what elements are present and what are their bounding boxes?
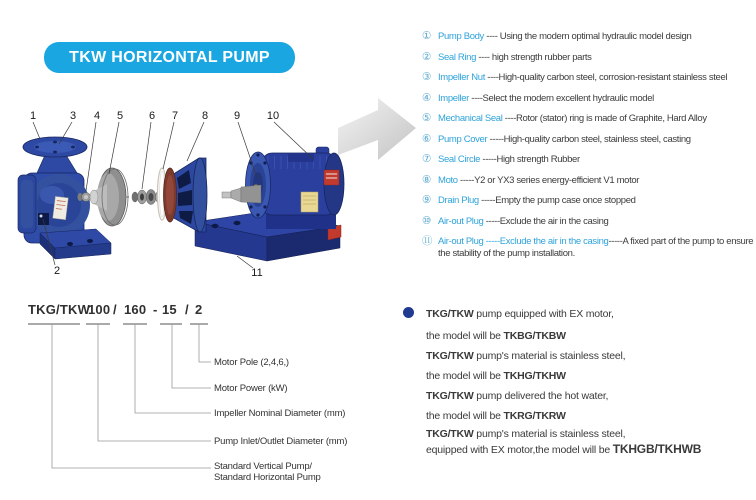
- part-name: Impeller: [438, 92, 469, 104]
- note-line: TKG/TKW pump delivered the hot water,: [426, 390, 609, 402]
- circled-number: ②: [422, 50, 432, 63]
- circled-number: ①: [422, 30, 432, 42]
- parts-list-item: [422, 72, 756, 84]
- shaft-shape: [222, 185, 261, 203]
- callout-number: 1: [29, 110, 37, 122]
- model-code-breakdown: [0, 295, 380, 500]
- page-title: TKW HORIZONTAL PUMP: [44, 42, 295, 73]
- part-description: -----Empty the pump case once stopped: [478, 195, 636, 206]
- parts-list-item: [422, 134, 756, 146]
- note-line: the model will be TKRG/TKRW: [426, 410, 566, 422]
- model-code-label: Standard Vertical Pump/: [214, 461, 312, 472]
- part-name: Impeller Nut: [438, 72, 486, 83]
- part-name: Moto: [438, 174, 458, 186]
- part-description: -----Exclude the air in the casing: [483, 215, 609, 227]
- part-name: Pump Cover: [438, 133, 488, 145]
- parts-list-item: [422, 154, 756, 166]
- model-variant-notes: [395, 300, 756, 500]
- callout-number: 9: [233, 110, 241, 122]
- parts-list-item: [422, 195, 756, 207]
- callout-number: 10: [266, 110, 280, 122]
- model-code-segment: TKG/TKW: [28, 302, 91, 317]
- note-line: TKG/TKW pump's material is stainless steel,: [426, 350, 626, 362]
- note-line: the model will be TKHG/TKHW: [426, 370, 566, 382]
- model-code-segment: 2: [195, 302, 203, 317]
- circled-number: ⑪: [422, 235, 433, 247]
- parts-list-item: [422, 236, 756, 259]
- part-description: ----Select the modern excellent hydraulic model: [469, 92, 654, 104]
- impeller-nut-shape: [78, 193, 91, 202]
- part-name: Air-out Plug -----Exclude the air in the casing: [438, 236, 609, 247]
- callout-number: 4: [93, 110, 101, 122]
- note-line: TKG/TKW pump's material is stainless steel,: [426, 428, 626, 440]
- parts-list-item: [422, 216, 756, 228]
- model-code-segment: 100: [88, 302, 111, 317]
- circled-number: ⑦: [422, 153, 432, 165]
- callout-number: 2: [53, 265, 61, 277]
- part-name: Seal Ring: [438, 51, 477, 63]
- circled-number: ⑨: [422, 194, 432, 206]
- circled-number: ③: [422, 71, 432, 83]
- circled-number: ⑤: [422, 112, 432, 124]
- part-description: -----A fixed part of the pump to ensure the stability of the pump installation.: [438, 236, 754, 259]
- callout-number: 7: [171, 110, 179, 122]
- part-description: ---- Using the modern optimal hydraulic model design: [483, 31, 692, 42]
- callout-number: 11: [251, 267, 263, 279]
- model-code-separator: -: [153, 302, 158, 317]
- circled-number: ④: [422, 91, 432, 104]
- part-name: Air-out Plug: [438, 215, 484, 227]
- callout-number: 5: [116, 110, 124, 122]
- part-description: -----Y2 or YX3 series energy-efficient V1 motor: [457, 174, 640, 186]
- right-arrow-icon: [338, 98, 416, 160]
- bullet-icon: [403, 307, 414, 318]
- part-name: Drain Plug: [438, 195, 479, 206]
- model-code-label: Standard Horizontal Pump: [214, 472, 321, 483]
- note-line: the model will be TKBG/TKBW: [426, 330, 566, 342]
- model-code-label: Motor Power (kW): [214, 383, 288, 394]
- pump-exploded-diagram: [10, 91, 445, 290]
- parts-list-item: [422, 93, 756, 105]
- model-code-label: Pump Inlet/Outlet Diameter (mm): [214, 436, 348, 447]
- parts-list: [422, 31, 756, 268]
- part-description: -----High strength Rubber: [480, 154, 580, 165]
- model-code-segment: 160: [124, 302, 147, 317]
- parts-list-item: [422, 31, 756, 43]
- callout-number: 6: [148, 110, 156, 122]
- callout-number: 3: [69, 110, 77, 122]
- part-name: Mechanical Seal: [438, 113, 503, 124]
- model-code-label: Impeller Nominal Diameter (mm): [214, 408, 346, 419]
- circled-number: ⑧: [422, 173, 432, 186]
- model-code-separator: /: [185, 302, 189, 317]
- model-code-segment: 15: [162, 302, 177, 317]
- part-description: ----High-quality carbon steel, corrosion-resistant stainless steel: [485, 72, 728, 83]
- part-description: -----High-quality carbon steel, stainless steel, casting: [487, 133, 691, 145]
- impeller-shape: [90, 168, 128, 226]
- note-line: TKG/TKW pump equipped with EX motor,: [426, 308, 614, 320]
- parts-list-item: [422, 175, 756, 187]
- callout-number: 8: [201, 110, 209, 122]
- part-name: Seal Circle: [438, 154, 481, 165]
- note-line: equipped with EX motor,the model will be TKHGB/TKHWB: [426, 442, 702, 456]
- model-code-separator: /: [113, 302, 117, 317]
- pump-cover-shape: [164, 158, 208, 232]
- part-description: ----Rotor (stator) ring is made of Graphite, Hard Alloy: [502, 113, 707, 124]
- part-name: Pump Body: [438, 31, 484, 42]
- parts-list-item: [422, 113, 756, 125]
- model-code-lines: [0, 295, 380, 500]
- motor-shape: [262, 147, 344, 229]
- model-code-label: Motor Pole (2,4,6,): [214, 357, 289, 368]
- circled-number: ⑥: [422, 132, 432, 145]
- circled-number: ⑩: [422, 214, 432, 227]
- part-description: ---- high strength rubber parts: [476, 51, 592, 63]
- motor-flange-shape: [246, 152, 271, 218]
- parts-list-item: [422, 52, 756, 64]
